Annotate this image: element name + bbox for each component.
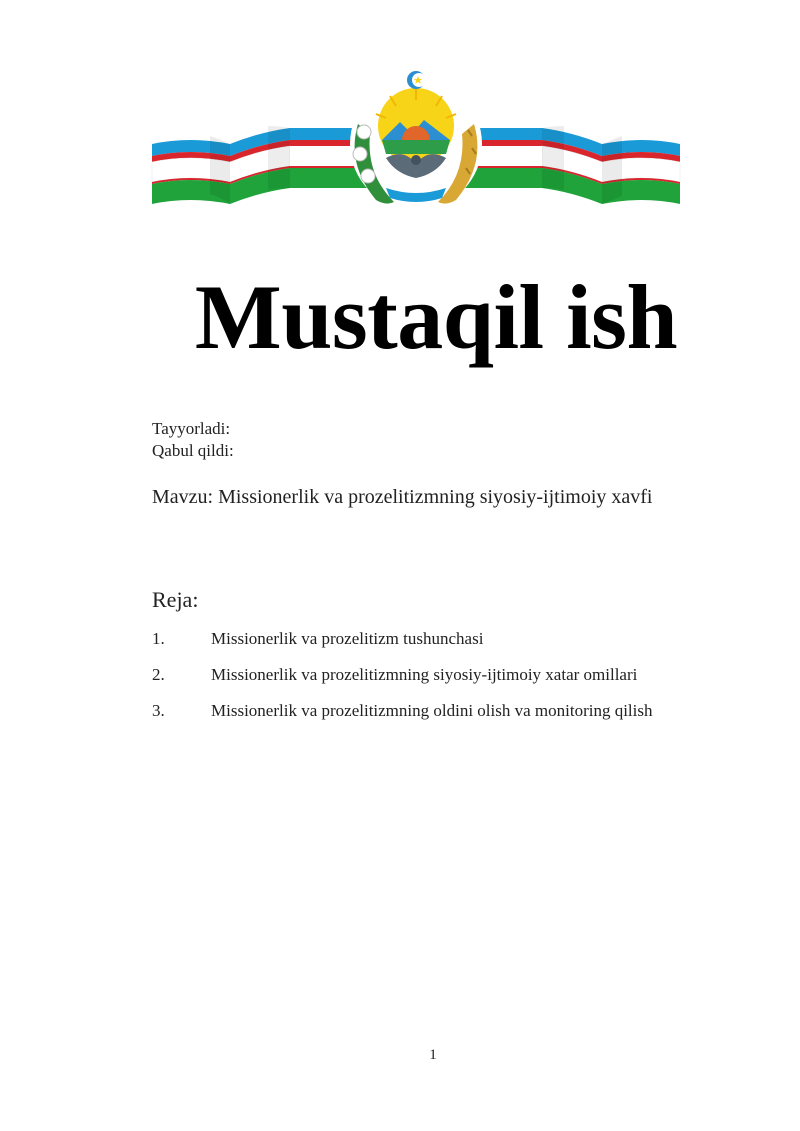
prepared-by-label: Tayyorladi: (152, 419, 231, 438)
plan-item-number: 2. (152, 665, 165, 684)
topic-line: Mavzu: Missionerlik va prozelitizmning siyosiy-ijtimoiy xavfi (152, 486, 653, 508)
plan-item-text: Missionerlik va prozelitizmning oldini olish va monitoring qilish (211, 701, 653, 720)
plan-item (152, 626, 752, 662)
plan-heading: Reja: (152, 587, 199, 612)
page-number: 1 (429, 1047, 437, 1063)
plan-item-number: 3. (152, 701, 165, 720)
plan-item (152, 698, 752, 734)
accepted-by-label: Qabul qildi: (152, 441, 234, 460)
plan-item-text: Missionerlik va prozelitizm tushunchasi (211, 629, 484, 648)
plan-item (152, 662, 752, 698)
plan-item-number: 1. (152, 629, 165, 648)
plan-item-text: Missionerlik va prozelitizmning siyosiy-ijtimoiy xatar omillari (211, 665, 638, 684)
plan-list (152, 626, 752, 734)
state-emblem-flag-icon (150, 66, 682, 214)
document-title: Mustaqil ish (194, 266, 678, 368)
